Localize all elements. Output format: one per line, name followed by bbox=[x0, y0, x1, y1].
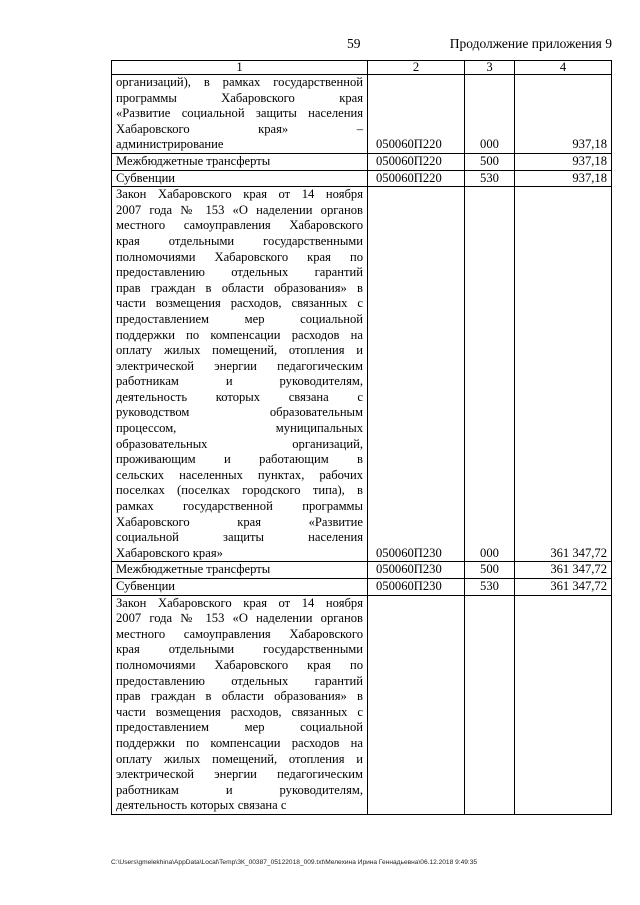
amount-value: 361 347,72 bbox=[515, 579, 612, 596]
target-article-code: 050060П220 bbox=[368, 75, 465, 154]
table-row bbox=[112, 187, 612, 562]
expense-type-code: 000 bbox=[465, 187, 515, 562]
description-line: процессом, муниципальных bbox=[116, 421, 363, 436]
expense-type-code: 000 bbox=[465, 75, 515, 154]
expense-description bbox=[112, 579, 368, 596]
expense-description bbox=[112, 170, 368, 187]
column-header: 4 bbox=[515, 61, 612, 75]
description-line: края отдельными государственными bbox=[116, 642, 363, 657]
budget-table bbox=[111, 60, 612, 815]
amount-value: 937,18 bbox=[515, 170, 612, 187]
description-line: местного самоуправления Хабаровского bbox=[116, 218, 363, 233]
description-line: поддержки по компенсации расходов на bbox=[116, 735, 363, 750]
description-line: образовательных организаций, bbox=[116, 436, 363, 451]
description-line: оплату жилых помещений, отопления и bbox=[116, 751, 363, 766]
expense-type-code bbox=[465, 595, 515, 814]
description-line: Субвенции bbox=[116, 170, 176, 185]
column-header: 1 bbox=[112, 61, 368, 75]
description-line: Закон Хабаровского края от 14 ноября bbox=[116, 187, 363, 202]
description-line: местного самоуправления Хабаровского bbox=[116, 626, 363, 641]
description-line: проживающим и работающим в bbox=[116, 452, 363, 467]
table-row bbox=[112, 153, 612, 170]
expense-description bbox=[112, 153, 368, 170]
expense-type-code: 530 bbox=[465, 170, 515, 187]
description-line: электрической энергии педагогическим bbox=[116, 767, 363, 782]
description-line: Хабаровского края «Развитие bbox=[116, 514, 363, 529]
description-line: социальной защиты населения bbox=[116, 530, 363, 545]
description-line: программы Хабаровского края bbox=[116, 90, 363, 105]
description-line: предоставлением мер социальной bbox=[116, 311, 363, 326]
description-line: работникам и руководителям, bbox=[116, 782, 363, 797]
description-line: Хабаровского края» bbox=[116, 545, 223, 560]
description-line: рамках государственной программы bbox=[116, 499, 363, 514]
table-row bbox=[112, 562, 612, 579]
expense-type-code: 500 bbox=[465, 153, 515, 170]
amount-value: 937,18 bbox=[515, 153, 612, 170]
table-header-row bbox=[112, 61, 612, 75]
amount-value bbox=[515, 595, 612, 814]
description-line: Межбюджетные трансферты bbox=[116, 153, 271, 168]
description-line: организаций), в рамках государственной bbox=[116, 75, 363, 89]
description-line: «Развитие социальной защиты населения bbox=[116, 106, 363, 121]
expense-description bbox=[112, 187, 368, 562]
page-number: 59 bbox=[347, 36, 361, 51]
column-header: 3 bbox=[465, 61, 515, 75]
table-row bbox=[112, 579, 612, 596]
description-line: полномочиями Хабаровского края по bbox=[116, 249, 363, 264]
description-line: работникам и руководителям, bbox=[116, 374, 363, 389]
expense-description bbox=[112, 595, 368, 814]
description-line: полномочиями Хабаровского края по bbox=[116, 657, 363, 672]
target-article-code: 050060П230 bbox=[368, 562, 465, 579]
target-article-code: 050060П230 bbox=[368, 187, 465, 562]
description-line: Межбюджетные трансферты bbox=[116, 562, 271, 577]
target-article-code: 050060П220 bbox=[368, 153, 465, 170]
table-row bbox=[112, 170, 612, 187]
description-line: предоставлению отдельных гарантий bbox=[116, 265, 363, 280]
description-line: Хабаровского края» – bbox=[116, 121, 363, 136]
column-header: 2 bbox=[368, 61, 465, 75]
description-line: сельских населенных пунктах, рабочих bbox=[116, 467, 363, 482]
table-row bbox=[112, 75, 612, 154]
description-line: деятельность которых связана с bbox=[116, 798, 287, 813]
description-line: 2007 года № 153 «О наделении органов bbox=[116, 202, 363, 217]
description-line: администрирование bbox=[116, 137, 224, 152]
amount-value: 361 347,72 bbox=[515, 187, 612, 562]
expense-description bbox=[112, 75, 368, 154]
description-line: части возмещения расходов, связанных с bbox=[116, 704, 363, 719]
description-line: части возмещения расходов, связанных с bbox=[116, 296, 363, 311]
expense-type-code: 530 bbox=[465, 579, 515, 596]
description-line: Закон Хабаровского края от 14 ноября bbox=[116, 595, 363, 610]
target-article-code bbox=[368, 595, 465, 814]
description-line: 2007 года № 153 «О наделении органов bbox=[116, 611, 363, 626]
appendix-continuation-label: Продолжение приложения 9 bbox=[449, 36, 612, 51]
target-article-code: 050060П230 bbox=[368, 579, 465, 596]
table-row bbox=[112, 595, 612, 814]
description-line: руководством образовательным bbox=[116, 405, 363, 420]
description-line: прав граждан в области образования» в bbox=[116, 689, 363, 704]
document-file-path: C:\Users\gmelekhina\AppData\Local\Temp\ЗК_00387_05122018_009.txt\Мелехина Ирина Геннадьевна\06.12.2018 9:49:35 bbox=[111, 859, 478, 866]
description-line: электрической энергии педагогическим bbox=[116, 358, 363, 373]
target-article-code: 050060П220 bbox=[368, 170, 465, 187]
description-line: оплату жилых помещений, отопления и bbox=[116, 343, 363, 358]
expense-type-code: 500 bbox=[465, 562, 515, 579]
description-line: поддержки по компенсации расходов на bbox=[116, 327, 363, 342]
description-line: края отдельными государственными bbox=[116, 233, 363, 248]
description-line: предоставлением мер социальной bbox=[116, 720, 363, 735]
expense-description bbox=[112, 562, 368, 579]
description-line: предоставлению отдельных гарантий bbox=[116, 673, 363, 688]
amount-value: 937,18 bbox=[515, 75, 612, 154]
description-line: Субвенции bbox=[116, 579, 176, 593]
description-line: поселках (поселках городского типа), в bbox=[116, 483, 363, 498]
description-line: деятельность которых связана с bbox=[116, 389, 363, 404]
amount-value: 361 347,72 bbox=[515, 562, 612, 579]
description-line: прав граждан в области образования» в bbox=[116, 280, 363, 295]
